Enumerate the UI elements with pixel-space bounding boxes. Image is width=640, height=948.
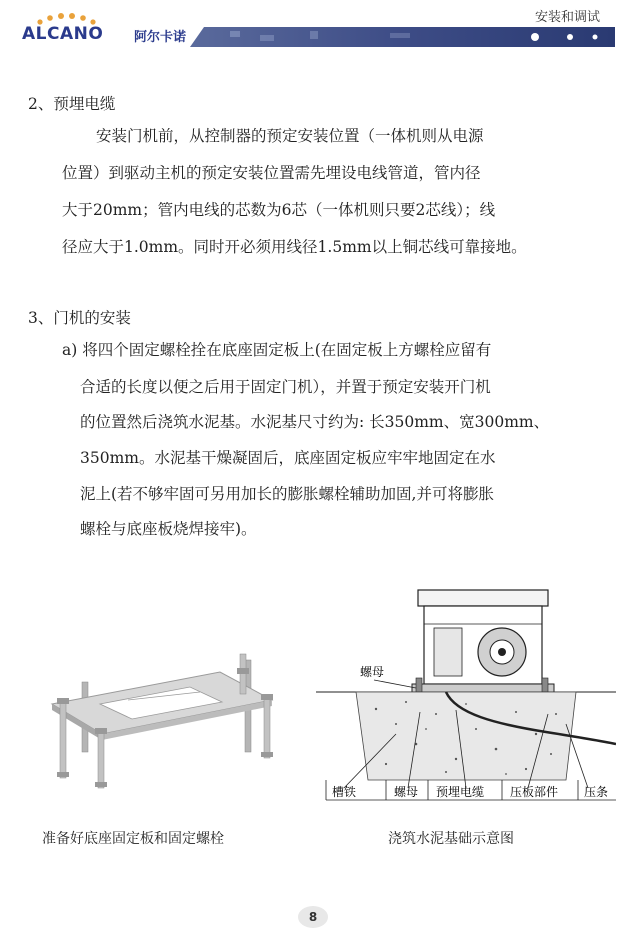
section-2-line-3: 大于20mm；管内电线的芯数为6芯（一体机则只要2芯线）；线 [62, 201, 496, 219]
section-2-line-2: 位置）到驱动主机的预定安装位置需先埋设电线管道，管内径 [62, 164, 481, 182]
section-3-line-1: a) 将四个固定螺栓拴在底座固定板上(在固定板上方螺栓应留有 [62, 341, 492, 359]
section-2-line-4: 径应大于1.0mm。同时开必须用线径1.5mm以上铜芯线可靠接地。 [62, 238, 527, 256]
label-embedded-cable: 预埋电缆 [436, 785, 485, 799]
left-figure-caption: 准备好底座固定板和固定螺栓 [42, 831, 224, 847]
section-3-line-4: 350mm。水泥基干燥凝固后，底座固定板应牢牢地固定在水 [80, 449, 496, 467]
page-header [0, 0, 640, 52]
section-3-line-5: 泥上(若不够牢固可另用加长的膨胀螺栓辅助加固,并可将膨胀 [80, 485, 494, 503]
label-strip: 压条 [584, 785, 609, 799]
header-section-title: 安装和调试 [534, 10, 600, 25]
logo-text: ALCANO [22, 24, 104, 44]
right-figure-caption: 浇筑水泥基础示意图 [388, 831, 514, 847]
section-2-heading: 2、预埋电缆 [28, 95, 116, 113]
header-band [190, 27, 615, 47]
label-nut-2: 螺母 [394, 785, 419, 799]
page-number: 8 [298, 906, 328, 928]
section-3-heading: 3、门机的安装 [28, 309, 131, 327]
logo-chinese-name: 阿尔卡诺 [134, 30, 187, 45]
section-2-line-1: 安装门机前，从控制器的预定安装位置（一体机则从电源 [96, 127, 484, 145]
label-channel-iron: 槽铁 [332, 785, 357, 799]
label-nut: 螺母 [360, 665, 385, 679]
section-3-line-3: 的位置然后浇筑水泥基。水泥基尺寸约为: 长350mm、宽300mm、 [80, 413, 550, 431]
section-3-line-2: 合适的长度以便之后用于固定门机），并置于预定安装开门机 [80, 378, 491, 396]
foundation-diagram [316, 584, 616, 804]
label-pressing-plate: 压板部件 [510, 785, 559, 799]
section-3-line-6: 螺栓与底座板烧焊接牢)。 [80, 520, 257, 538]
base-plate-illustration [40, 652, 280, 792]
